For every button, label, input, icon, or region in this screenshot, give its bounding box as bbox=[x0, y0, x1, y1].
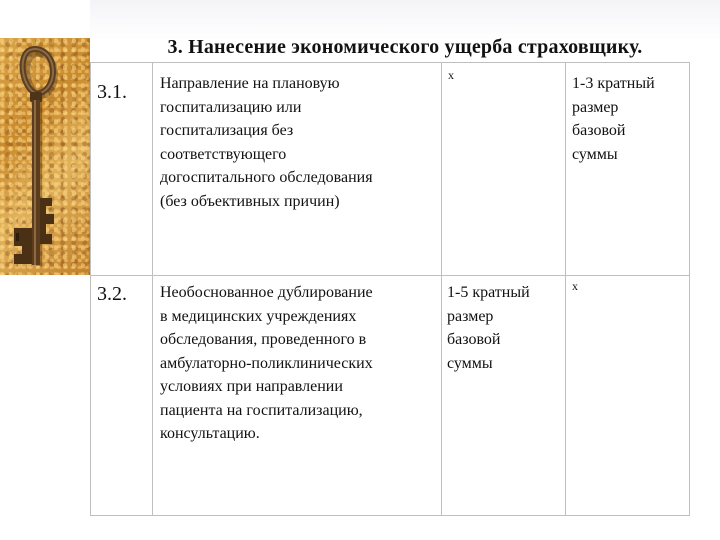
row-number: 3.2. bbox=[97, 283, 127, 305]
row-description bbox=[160, 281, 373, 446]
text-line: размер bbox=[447, 307, 494, 325]
column-divider bbox=[152, 62, 153, 516]
empty-mark: х bbox=[572, 279, 578, 293]
column-divider bbox=[441, 62, 442, 516]
header-gradient bbox=[90, 0, 720, 40]
row-number: 3.1. bbox=[97, 81, 127, 103]
text-line: госпитализация без bbox=[160, 122, 294, 139]
text-line: соответствующего bbox=[160, 145, 287, 163]
text-line: обследования, проведенного в bbox=[160, 331, 367, 348]
text-line: 1-5 кратный bbox=[447, 284, 530, 301]
page-title: 3. Нанесение экономического ущерба страховщику. bbox=[167, 36, 643, 58]
text-line: суммы bbox=[447, 354, 493, 372]
penalty-multiplier bbox=[447, 281, 530, 375]
row-description bbox=[160, 72, 373, 213]
key-icon bbox=[0, 38, 90, 275]
text-line: пациента на госпитализацию, bbox=[160, 401, 363, 419]
penalty-multiplier bbox=[572, 72, 655, 166]
row-divider bbox=[90, 275, 690, 276]
text-line: Направление на плановую bbox=[160, 75, 340, 92]
text-line: условиях при направлении bbox=[160, 378, 343, 395]
text-line: амбулаторно-поликлинических bbox=[160, 354, 373, 372]
text-line: Необоснованное дублирование bbox=[160, 284, 373, 301]
text-line: госпитализацию или bbox=[160, 98, 302, 116]
empty-mark: х bbox=[448, 68, 454, 82]
key-image bbox=[0, 38, 90, 275]
text-line: суммы bbox=[572, 145, 618, 163]
text-line: догоспитального обследования bbox=[160, 169, 373, 186]
text-line: базовой bbox=[572, 122, 626, 139]
text-line: базовой bbox=[447, 331, 501, 348]
text-line: (без объективных причин) bbox=[160, 192, 340, 210]
text-line: консультацию. bbox=[160, 425, 260, 442]
column-divider bbox=[565, 62, 566, 516]
text-line: 1-3 кратный bbox=[572, 75, 655, 92]
text-line: размер bbox=[572, 98, 619, 116]
text-line: в медицинских учреждениях bbox=[160, 307, 357, 325]
